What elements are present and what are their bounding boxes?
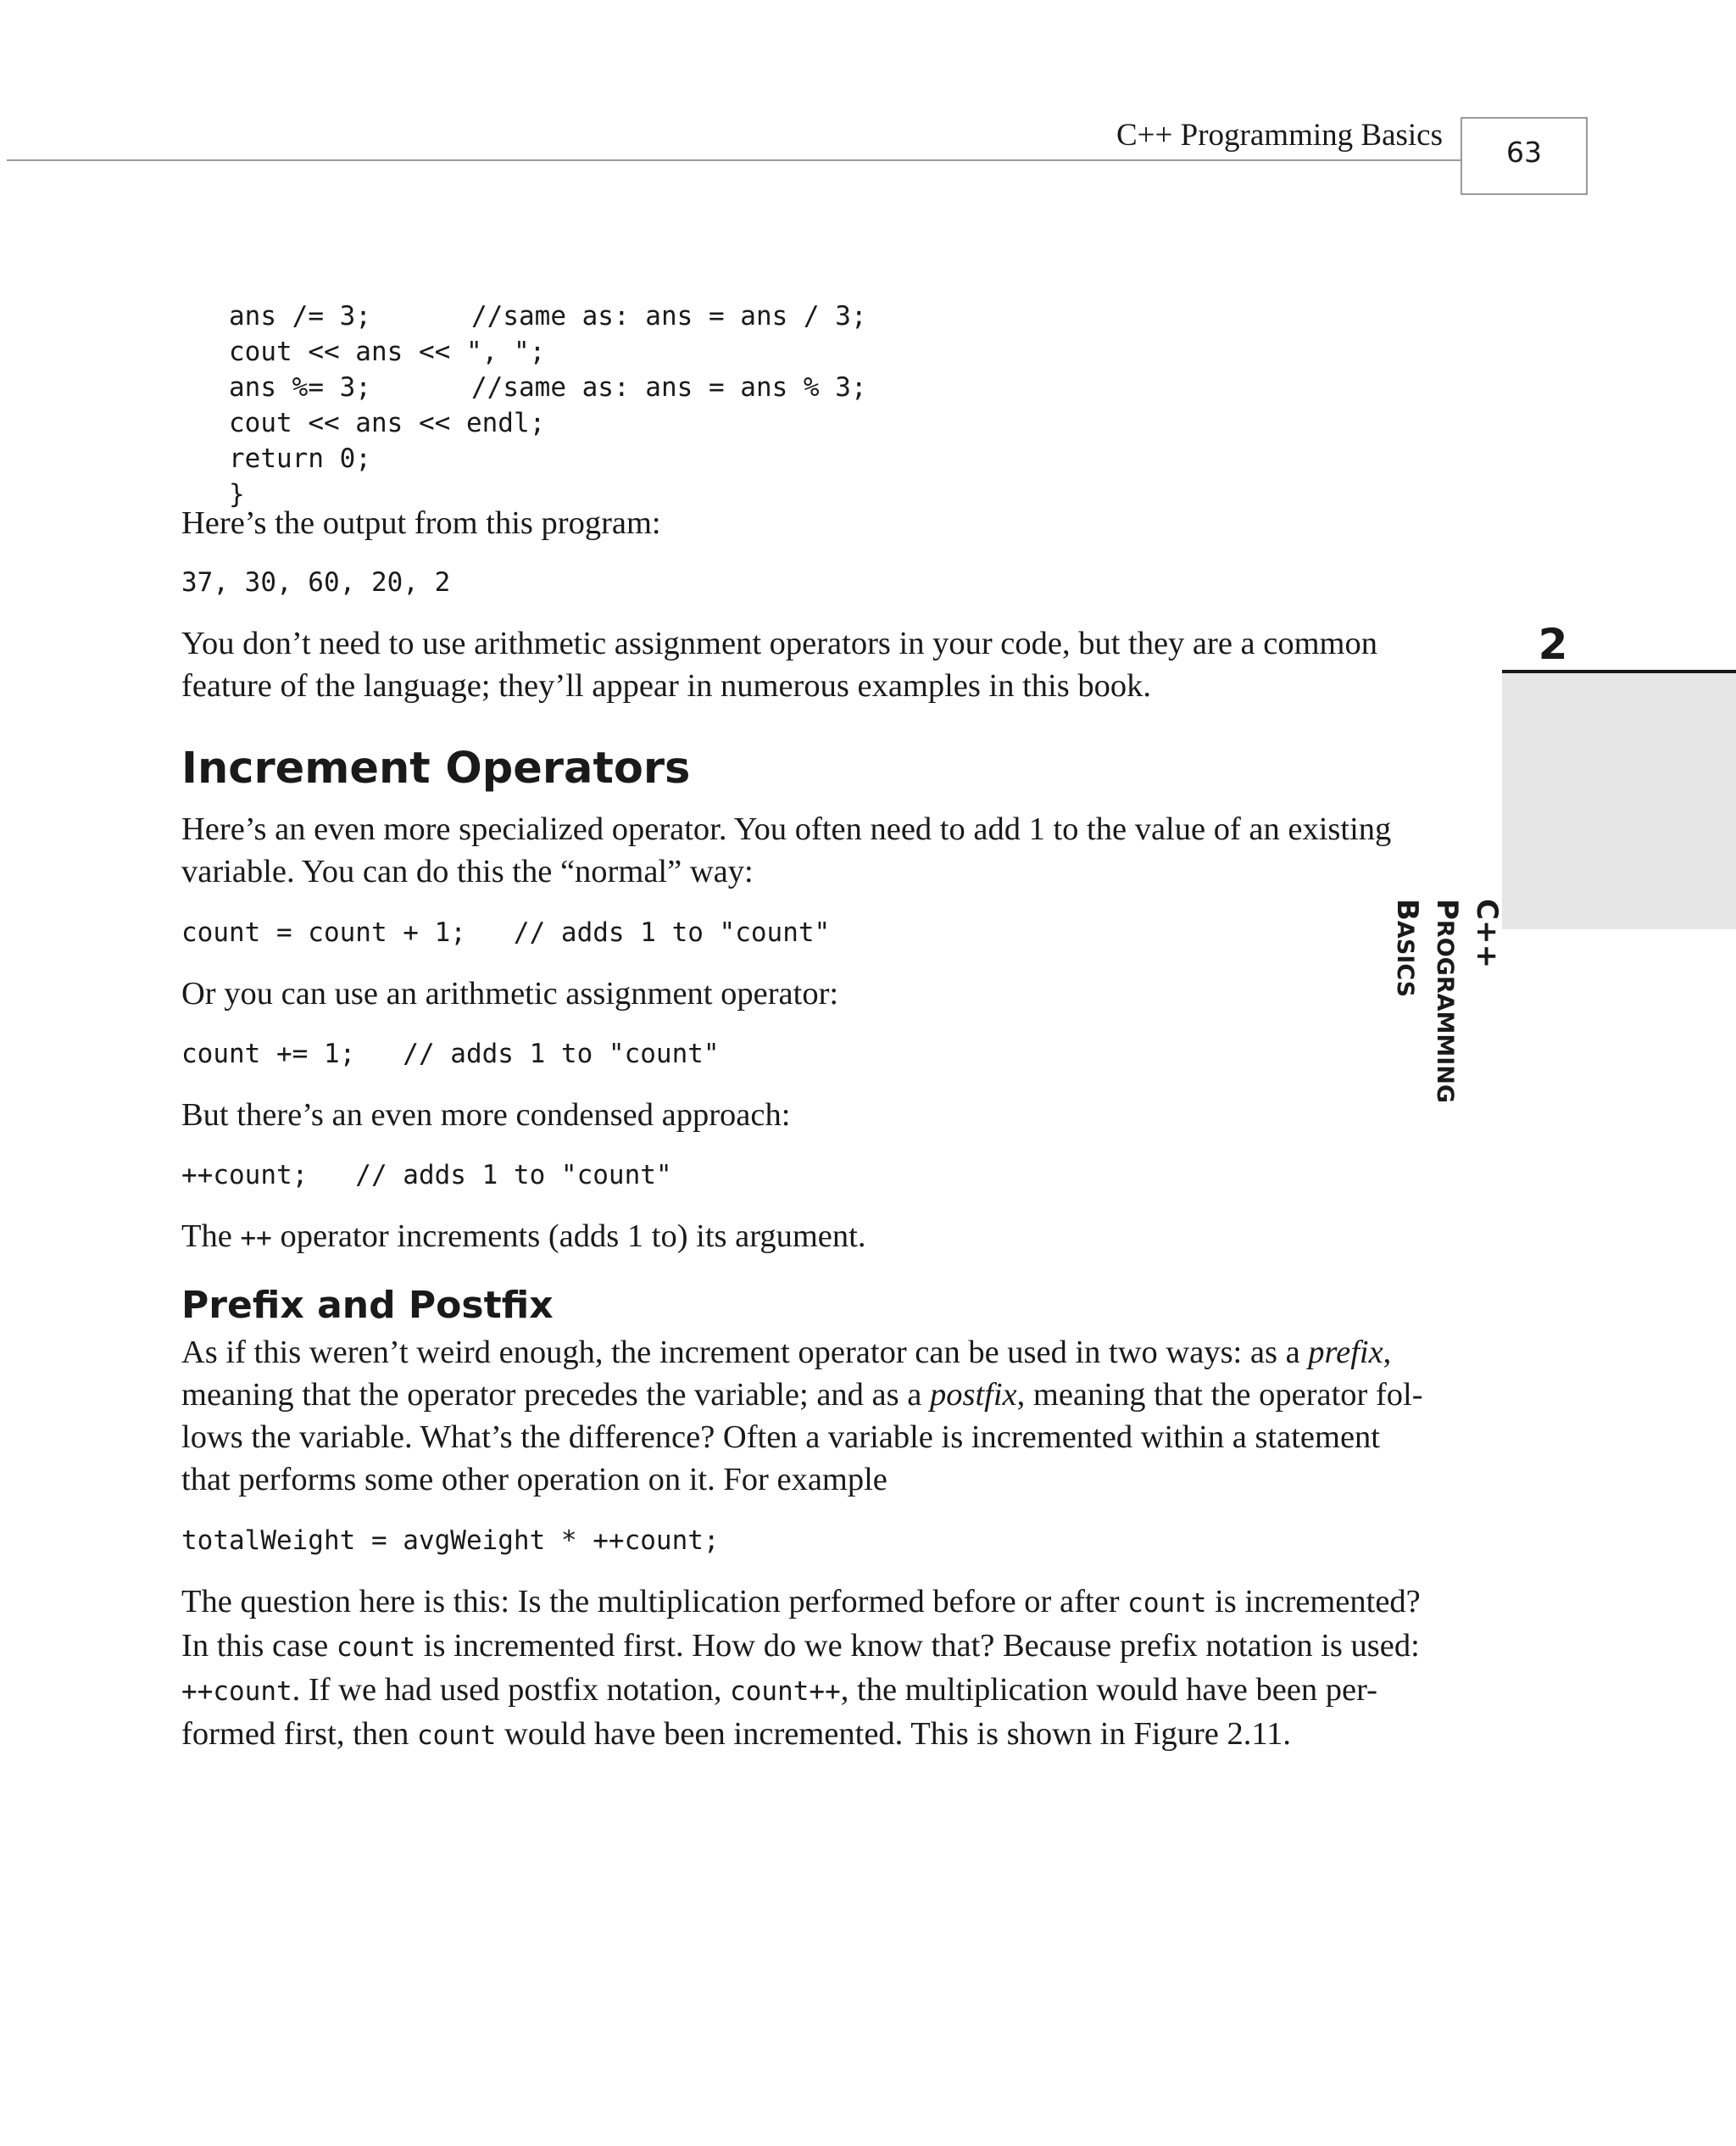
chapter-tab <box>1502 673 1736 929</box>
header-rule <box>7 159 1461 161</box>
paragraph-line: ++count. If we had used postfix notation, count++, the multiplication would have been per- <box>181 1672 1377 1708</box>
chapter-number: 2 <box>1538 620 1568 669</box>
code-line: cout << ans << endl; <box>229 408 546 438</box>
prefix-postfix-paragraph <box>181 1331 1504 1501</box>
code-line: return 0; <box>229 443 371 474</box>
question-paragraph <box>181 1580 1504 1757</box>
chapter-tab-line-3: BASICS <box>1390 899 1424 998</box>
paragraph-line: that performs some other operation on it. For example <box>181 1462 887 1497</box>
code-prefix-increment: ++count; // adds 1 to "count" <box>181 1160 672 1190</box>
paragraph-line: As if this weren’t weird enough, the increment operator can be used in two ways: as a prefix, <box>181 1335 1392 1370</box>
inline-code: count <box>1127 1588 1207 1619</box>
code-arith-increment: count += 1; // adds 1 to "count" <box>181 1039 720 1069</box>
paragraph-line: variable. You can do this the “normal” way: <box>181 854 754 889</box>
paragraph-line: feature of the language; they’ll appear in numerous examples in this book. <box>181 668 1151 704</box>
paragraph-line: In this case count is incremented first. How do we know that? Because prefix notation is used: <box>181 1628 1420 1664</box>
increment-intro-paragraph <box>181 808 1504 893</box>
page-number: 63 <box>1506 136 1542 169</box>
code-line: cout << ans << ", "; <box>229 337 546 367</box>
section-heading-increment-operators: Increment Operators <box>181 744 691 794</box>
inline-code: ++count <box>181 1676 292 1707</box>
code-line: ans /= 3; //same as: ans = ans / 3; <box>229 301 867 332</box>
program-output: 37, 30, 60, 20, 2 <box>181 567 451 598</box>
paragraph-line: formed first, then count would have been incremented. This is shown in Figure 2.11. <box>181 1716 1292 1752</box>
condensed-paragraph: But there’s an even more condensed approach: <box>181 1097 791 1133</box>
arith-assignment-paragraph <box>181 622 1504 707</box>
paragraph-line: lows the variable. What’s the difference? Often a variable is incremented within a statement <box>181 1419 1380 1455</box>
inline-code: count <box>336 1632 416 1663</box>
or-paragraph: Or you can use an arithmetic assignment operator: <box>181 976 839 1012</box>
chapter-tab-line-1: C++ <box>1470 899 1504 968</box>
code-normal-increment: count = count + 1; // adds 1 to "count" <box>181 917 831 948</box>
inline-code: count <box>416 1720 497 1751</box>
subsection-heading-prefix-postfix: Prefix and Postfix <box>181 1284 554 1327</box>
paragraph-line: You don’t need to use arithmetic assignment operators in your code, but they are a common <box>181 626 1378 661</box>
increment-operator-paragraph: The ++ operator increments (adds 1 to) its argument. <box>181 1218 866 1254</box>
code-total-weight: totalWeight = avgWeight * ++count; <box>181 1525 720 1556</box>
paragraph-line: Here’s an even more specialized operator. You often need to add 1 to the value of an existing <box>181 811 1392 847</box>
output-intro-paragraph: Here’s the output from this program: <box>181 505 661 541</box>
inline-code: ++ <box>240 1223 272 1253</box>
code-line: ans %= 3; //same as: ans = ans % 3; <box>229 372 867 403</box>
code-line: } <box>229 479 245 510</box>
paragraph-line: The question here is this: Is the multiplication performed before or after count is incremented? <box>181 1584 1421 1619</box>
chapter-tab-line-2: PROGRAMMING <box>1430 899 1464 1104</box>
paragraph-line: meaning that the operator precedes the variable; and as a postfix, meaning that the operator fol- <box>181 1377 1423 1413</box>
inline-code: count++ <box>730 1676 841 1707</box>
running-title: C++ Programming Basics <box>1116 118 1443 153</box>
